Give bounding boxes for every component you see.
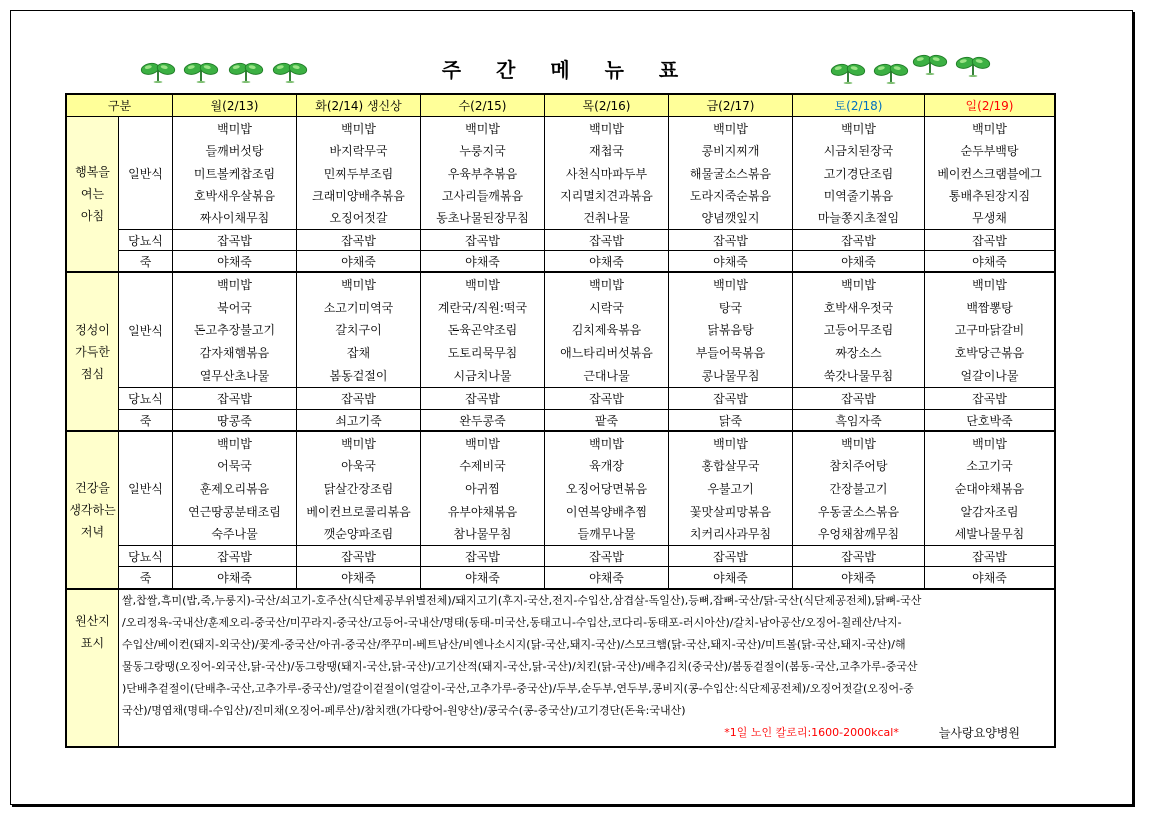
meal-type-porridge: 죽 — [139, 413, 152, 428]
diabetic-menu-cell — [173, 230, 297, 251]
menu-item: 백미밥 — [217, 436, 252, 451]
day-header — [173, 95, 297, 117]
diabetic-menu-cell — [793, 230, 925, 251]
meal-section-label-line: 가득한 — [75, 344, 110, 359]
meal-section-label — [67, 273, 119, 432]
header-category-cell — [67, 95, 173, 117]
menu-item: 탕국 — [718, 300, 743, 315]
origin-text-line: /오리정육-국내산/훈제오리-중국산/미꾸라지-중국산/고등어-국내산/명태(동태-미국산,동태고니-수입산,코다리-동태포-러시아산)/갈치-남아공산/오징어-칠레산/낙지- — [122, 616, 902, 629]
day-header-label: 월(2/13) — [210, 99, 259, 113]
menu-item: 애느타리버섯볶음 — [560, 346, 653, 361]
origin-content-cell — [119, 590, 1054, 746]
sprout-icon — [955, 54, 991, 77]
general-menu-cell — [173, 432, 297, 546]
menu-item: 완두콩죽 — [459, 413, 506, 428]
menu-item: 양념깻잎지 — [701, 211, 760, 226]
menu-item: 야채죽 — [841, 571, 876, 585]
page-title: 주 간 메 뉴 표 — [441, 58, 693, 82]
menu-item: 미역줄기볶음 — [823, 188, 894, 203]
origin-label-line: 표시 — [80, 636, 105, 650]
menu-item: 쑥갓나물무침 — [823, 369, 894, 384]
general-menu-cell — [297, 117, 421, 230]
menu-item: 건취나물 — [583, 211, 630, 226]
menu-item: 시금치나물 — [453, 369, 512, 384]
menu-item: 백미밥 — [972, 436, 1007, 451]
menu-item: 잡곡밥 — [465, 549, 500, 564]
day-header-label: 토(2/18) — [834, 99, 883, 113]
general-menu-cell — [669, 273, 793, 388]
meal-section-label-line: 저녁 — [80, 525, 105, 539]
menu-item: 소고기국 — [966, 459, 1013, 474]
sprout-icon — [183, 60, 219, 83]
menu-item: 잡곡밥 — [841, 392, 876, 406]
meal-type-label — [119, 388, 173, 410]
menu-item: 누룽지국 — [459, 144, 506, 159]
menu-item: 잡곡밥 — [589, 392, 624, 406]
menu-item: 단호박죽 — [966, 413, 1013, 428]
menu-item: 백미밥 — [589, 277, 624, 292]
weekly-menu-table — [65, 93, 1056, 748]
porridge-menu-cell — [173, 410, 297, 432]
menu-item: 백미밥 — [465, 436, 500, 451]
menu-item: 우엉채참깨무침 — [817, 527, 900, 542]
meal-type-label — [119, 230, 173, 251]
menu-item: 아귀찜 — [465, 481, 500, 496]
menu-item: 북어국 — [217, 300, 252, 315]
menu-item: 백미밥 — [341, 277, 376, 292]
menu-item: 백미밥 — [465, 277, 500, 292]
menu-item: 꽃맛살피망볶음 — [689, 504, 772, 519]
menu-item: 야채죽 — [589, 571, 624, 585]
porridge-menu-cell — [793, 251, 925, 273]
day-header-label: 목(2/16) — [582, 99, 631, 113]
menu-item: 열무산초나물 — [199, 369, 270, 384]
menu-item: 고기경단조림 — [823, 166, 894, 181]
sprout-icon — [228, 60, 264, 83]
meal-type-label — [119, 567, 173, 590]
menu-item: 순두부백탕 — [960, 144, 1019, 159]
day-header — [925, 95, 1054, 117]
menu-item: 백미밥 — [589, 436, 624, 451]
menu-item: 닭볶음탕 — [707, 323, 754, 338]
menu-item: 잡곡밥 — [217, 233, 252, 248]
menu-item: 우불고기 — [707, 481, 754, 496]
sprout-icon — [830, 61, 866, 84]
menu-item: 도라지죽순볶음 — [689, 188, 772, 203]
general-menu-cell — [793, 432, 925, 546]
menu-item: 숙주나물 — [211, 527, 258, 542]
porridge-menu-cell — [669, 410, 793, 432]
meal-section-label-line: 여는 — [80, 187, 105, 201]
menu-item: 어묵국 — [217, 459, 252, 474]
menu-item: 야채죽 — [465, 571, 500, 585]
origin-label-line: 원산지 — [75, 614, 110, 628]
menu-item: 야채죽 — [972, 254, 1007, 269]
menu-item: 마늘쫑지초절임 — [817, 211, 900, 226]
meal-type-porridge: 죽 — [139, 571, 152, 585]
diabetic-menu-cell — [421, 230, 545, 251]
menu-item: 베이컨스크램블에그 — [937, 166, 1042, 181]
general-menu-cell — [925, 117, 1054, 230]
origin-label-cell — [67, 590, 119, 746]
day-header — [793, 95, 925, 117]
menu-item: 시락국 — [589, 300, 624, 315]
menu-item: 잡곡밥 — [589, 233, 624, 248]
meal-type-label — [119, 410, 173, 432]
menu-item: 야채죽 — [217, 254, 252, 269]
meal-section-label-line: 행복을 — [75, 165, 110, 179]
porridge-menu-cell — [297, 410, 421, 432]
meal-section-label-line: 정성이 — [75, 322, 110, 337]
general-menu-cell — [421, 432, 545, 546]
general-menu-cell — [297, 432, 421, 546]
menu-item: 들깨무나물 — [577, 527, 636, 542]
menu-item: 우육부추볶음 — [447, 166, 518, 181]
diabetic-menu-cell — [297, 546, 421, 567]
general-menu-cell — [669, 432, 793, 546]
general-menu-cell — [925, 432, 1054, 546]
menu-item: 아욱국 — [341, 459, 376, 474]
general-menu-cell — [545, 432, 669, 546]
menu-item: 훈제오리볶음 — [199, 481, 270, 496]
porridge-menu-cell — [669, 567, 793, 590]
menu-item: 백미밥 — [841, 436, 876, 451]
diabetic-menu-cell — [925, 546, 1054, 567]
menu-item: 오징어당면볶음 — [565, 481, 648, 496]
menu-item: 땅콩죽 — [217, 413, 252, 428]
menu-item: 잡곡밥 — [713, 233, 748, 248]
meal-type-diabetic: 당뇨식 — [128, 549, 163, 564]
porridge-menu-cell — [173, 567, 297, 590]
menu-item: 호박새우젓국 — [823, 300, 894, 315]
menu-item: 해물굴소스볶음 — [689, 166, 772, 181]
meal-type-label — [119, 273, 173, 388]
meal-type-porridge: 죽 — [139, 254, 152, 269]
porridge-menu-cell — [793, 567, 925, 590]
menu-item: 잡곡밥 — [972, 233, 1007, 248]
porridge-menu-cell — [925, 410, 1054, 432]
porridge-menu-cell — [421, 567, 545, 590]
menu-item: 백미밥 — [841, 121, 876, 136]
menu-item: 야채죽 — [713, 254, 748, 269]
menu-item: 콩나물무침 — [701, 369, 760, 384]
menu-item: 잡곡밥 — [341, 392, 376, 406]
menu-item: 백미밥 — [841, 277, 876, 292]
menu-item: 백미밥 — [972, 121, 1007, 136]
menu-item: 도토리묵무침 — [447, 346, 518, 361]
diabetic-menu-cell — [669, 546, 793, 567]
origin-text-line: 물동그랑땡(오징어-외국산,닭-국산)/동그랑땡(돼지-국산,닭-국산)/고기산적(돼지-국산,닭-국산)/치킨(닭-국산)/배추김치(중국산)/봄동겉절이(봄동-국산,고추가루-중국산 — [122, 660, 918, 673]
porridge-menu-cell — [669, 251, 793, 273]
menu-item: 잡곡밥 — [972, 392, 1007, 406]
menu-item: 백미밥 — [217, 121, 252, 136]
porridge-menu-cell — [545, 410, 669, 432]
meal-type-diabetic: 당뇨식 — [128, 392, 163, 406]
header-category-label: 구분 — [107, 99, 132, 113]
menu-item: 백미밥 — [341, 436, 376, 451]
menu-item: 사천식마파두부 — [565, 166, 648, 181]
menu-item: 야채죽 — [217, 571, 252, 585]
general-menu-cell — [421, 117, 545, 230]
menu-item: 백미밥 — [341, 121, 376, 136]
diabetic-menu-cell — [545, 388, 669, 410]
menu-item: 잡곡밥 — [341, 549, 376, 564]
menu-item: 세발나물무침 — [954, 527, 1025, 542]
menu-item: 지리멸치견과볶음 — [560, 188, 653, 203]
menu-item: 순대야채볶음 — [954, 481, 1025, 496]
menu-item: 야채죽 — [972, 571, 1007, 585]
menu-item: 백미밥 — [217, 277, 252, 292]
menu-item: 이연복양배추찜 — [565, 504, 648, 519]
menu-item: 백미밥 — [713, 121, 748, 136]
menu-item: 잡곡밥 — [841, 233, 876, 248]
menu-item: 돈육곤약조림 — [447, 323, 518, 338]
menu-item: 쇠고기죽 — [335, 413, 382, 428]
menu-item: 홍합살무국 — [701, 459, 760, 474]
menu-item: 바지락무국 — [329, 144, 388, 159]
general-menu-cell — [173, 117, 297, 230]
menu-item: 잡곡밥 — [713, 392, 748, 406]
general-menu-cell — [925, 273, 1054, 388]
menu-item: 닭살간장조림 — [323, 481, 394, 496]
menu-item: 재첩국 — [589, 144, 624, 159]
menu-item: 잡곡밥 — [217, 549, 252, 564]
meal-type-label — [119, 432, 173, 546]
menu-item: 알감자조림 — [960, 504, 1019, 519]
menu-item: 베이컨브로콜리볶음 — [306, 504, 411, 519]
menu-item: 잡곡밥 — [465, 392, 500, 406]
menu-item: 짜사이채무침 — [199, 211, 270, 226]
diabetic-menu-cell — [669, 388, 793, 410]
menu-item: 야채죽 — [589, 254, 624, 269]
menu-item: 콩비지찌개 — [701, 144, 760, 159]
menu-item: 통배추된장지짐 — [948, 188, 1031, 203]
day-header — [421, 95, 545, 117]
menu-item: 잡채 — [346, 346, 371, 361]
menu-item: 무생채 — [972, 211, 1007, 226]
sprout-icon — [912, 52, 948, 75]
sprout-icon — [140, 60, 176, 83]
meal-type-general: 일반식 — [128, 323, 163, 338]
menu-item: 고사리들깨볶음 — [441, 188, 524, 203]
menu-item: 잡곡밥 — [972, 549, 1007, 564]
menu-item: 감자채햄볶음 — [199, 346, 270, 361]
menu-item: 깻순양파조림 — [323, 527, 394, 542]
porridge-menu-cell — [545, 251, 669, 273]
diabetic-menu-cell — [297, 388, 421, 410]
meal-type-general: 일반식 — [128, 482, 163, 496]
meal-type-label — [119, 117, 173, 230]
menu-item: 소고기미역국 — [323, 300, 394, 315]
menu-item: 백짬뽕탕 — [966, 300, 1013, 315]
diabetic-menu-cell — [669, 230, 793, 251]
menu-item: 닭죽 — [718, 413, 743, 428]
porridge-menu-cell — [793, 410, 925, 432]
menu-item: 동초나물된장무침 — [436, 211, 529, 226]
menu-item: 백미밥 — [713, 436, 748, 451]
general-menu-cell — [173, 273, 297, 388]
day-header — [545, 95, 669, 117]
general-menu-cell — [793, 273, 925, 388]
menu-item: 백미밥 — [465, 121, 500, 136]
menu-item: 참나물무침 — [453, 527, 512, 542]
menu-item: 야채죽 — [341, 254, 376, 269]
calorie-note: *1일 노인 칼로리:1600-2000kcal* — [724, 726, 899, 739]
menu-item: 유부야채볶음 — [447, 504, 518, 519]
menu-item: 백미밥 — [972, 277, 1007, 292]
menu-item: 수제비국 — [459, 459, 506, 474]
diabetic-menu-cell — [925, 388, 1054, 410]
general-menu-cell — [545, 117, 669, 230]
day-header-label: 수(2/15) — [458, 99, 507, 113]
menu-item: 잡곡밥 — [465, 233, 500, 248]
menu-item: 김치제육볶음 — [571, 323, 642, 338]
diabetic-menu-cell — [421, 388, 545, 410]
menu-item: 잡곡밥 — [589, 549, 624, 564]
menu-item: 시금치된장국 — [823, 144, 894, 159]
meal-section-label-line: 점심 — [80, 366, 105, 381]
menu-item: 부들어묵볶음 — [695, 346, 766, 361]
menu-item: 팥죽 — [594, 413, 619, 428]
general-menu-cell — [297, 273, 421, 388]
menu-item: 연근땅콩분태조림 — [188, 504, 281, 519]
general-menu-cell — [793, 117, 925, 230]
menu-item: 치커리사과무침 — [689, 527, 772, 542]
menu-item: 갈치구이 — [335, 323, 382, 338]
meal-section-label-line: 건강을 — [75, 481, 110, 495]
diabetic-menu-cell — [793, 388, 925, 410]
diabetic-menu-cell — [545, 230, 669, 251]
menu-item: 오징어젓갈 — [329, 211, 388, 226]
sprout-icon — [272, 60, 308, 83]
meal-section-label-line: 아침 — [80, 209, 105, 223]
porridge-menu-cell — [421, 410, 545, 432]
menu-item: 잡곡밥 — [217, 392, 252, 406]
general-menu-cell — [421, 273, 545, 388]
menu-item: 잡곡밥 — [713, 549, 748, 564]
day-header-label: 금(2/17) — [706, 99, 755, 113]
menu-item: 야채죽 — [465, 254, 500, 269]
menu-item: 야채죽 — [341, 571, 376, 585]
meal-type-general: 일반식 — [128, 166, 163, 181]
diabetic-menu-cell — [173, 546, 297, 567]
porridge-menu-cell — [545, 567, 669, 590]
meal-section-label — [67, 117, 119, 273]
porridge-menu-cell — [173, 251, 297, 273]
meal-section-label — [67, 432, 119, 590]
menu-item: 야채죽 — [841, 254, 876, 269]
origin-text-line: 수입산/베이컨(돼지-외국산)/꽃게-중국산/아귀-중국산/쭈꾸미-베트남산/비엔나소시지(닭-국산,돼지-국산)/스모크햄(닭-국산,돼지-국산)/미트볼(닭-국산,돼지-국산)/해 — [122, 638, 906, 651]
general-menu-cell — [545, 273, 669, 388]
diabetic-menu-cell — [793, 546, 925, 567]
menu-item: 우동굴소스볶음 — [817, 504, 900, 519]
menu-item: 민찌두부조림 — [323, 166, 394, 181]
menu-item: 고등어무조림 — [823, 323, 894, 338]
porridge-menu-cell — [925, 251, 1054, 273]
sprout-icon — [873, 61, 909, 84]
meal-type-label — [119, 251, 173, 273]
menu-item: 간장불고기 — [829, 481, 888, 496]
menu-item: 호박새우살볶음 — [193, 188, 276, 203]
meal-type-label — [119, 546, 173, 567]
footer-row — [122, 722, 1054, 744]
menu-item: 들깨버섯탕 — [205, 144, 264, 159]
menu-item: 야채죽 — [713, 571, 748, 585]
menu-item: 얼갈이나물 — [960, 369, 1019, 384]
diabetic-menu-cell — [173, 388, 297, 410]
menu-item: 호박당근볶음 — [954, 346, 1025, 361]
menu-item: 봄동겉절이 — [329, 369, 388, 384]
menu-item: 육개장 — [589, 459, 624, 474]
day-header-label: 화(2/14) 생신상 — [315, 99, 402, 113]
porridge-menu-cell — [421, 251, 545, 273]
menu-item: 근대나물 — [583, 369, 630, 384]
menu-item: 흑임자죽 — [835, 413, 882, 428]
menu-item: 계란국/직원:떡국 — [437, 300, 528, 315]
origin-text-line: 국산)/명엽채(명태-수입산)/진미채(오징어-페루산)/참치캔(가다랑어-원양산)/콩국수(콩-중국산)/고기경단(돈육:국내산) — [122, 704, 686, 717]
porridge-menu-cell — [297, 251, 421, 273]
general-menu-cell — [669, 117, 793, 230]
diabetic-menu-cell — [925, 230, 1054, 251]
origin-text-line: )단배추겉절이(단배추-국산,고추가루-중국산)/얼갈이겉절이(얼갈이-국산,고추가루-중국산)/두부,순두부,연두부,콩비지(콩-수입산:식단제공전체)/오징어젓갈(오징어-중 — [122, 682, 914, 695]
menu-item: 백미밥 — [589, 121, 624, 136]
menu-item: 크래미양배추볶음 — [312, 188, 405, 203]
day-header — [297, 95, 421, 117]
meal-section-label-line: 생각하는 — [69, 503, 116, 517]
menu-item: 잡곡밥 — [841, 549, 876, 564]
menu-item: 백미밥 — [713, 277, 748, 292]
menu-item: 돈고추장불고기 — [193, 323, 276, 338]
diabetic-menu-cell — [421, 546, 545, 567]
porridge-menu-cell — [297, 567, 421, 590]
day-header — [669, 95, 793, 117]
menu-item: 잡곡밥 — [341, 233, 376, 248]
menu-item: 미트볼케찹조림 — [193, 166, 276, 181]
hospital-name: 늘사랑요양병원 — [938, 726, 1020, 740]
porridge-menu-cell — [925, 567, 1054, 590]
menu-item: 짜장소스 — [835, 346, 882, 361]
diabetic-menu-cell — [545, 546, 669, 567]
day-header-label: 일(2/19) — [965, 99, 1014, 113]
meal-type-diabetic: 당뇨식 — [128, 233, 163, 248]
menu-item: 참치주어탕 — [829, 459, 888, 474]
diabetic-menu-cell — [297, 230, 421, 251]
origin-text-line: 쌀,찹쌀,흑미(밥,죽,누룽지)-국산/쇠고기-호주산(식단제공부위별전체)/돼지고기(후지-국산,전지-수입산,삼겹살-독일산),등뼈,잡뼈-국산/닭-국산(식단제공전체),닭뼈-국산 — [122, 594, 922, 607]
menu-item: 고구마닭갈비 — [954, 323, 1025, 338]
